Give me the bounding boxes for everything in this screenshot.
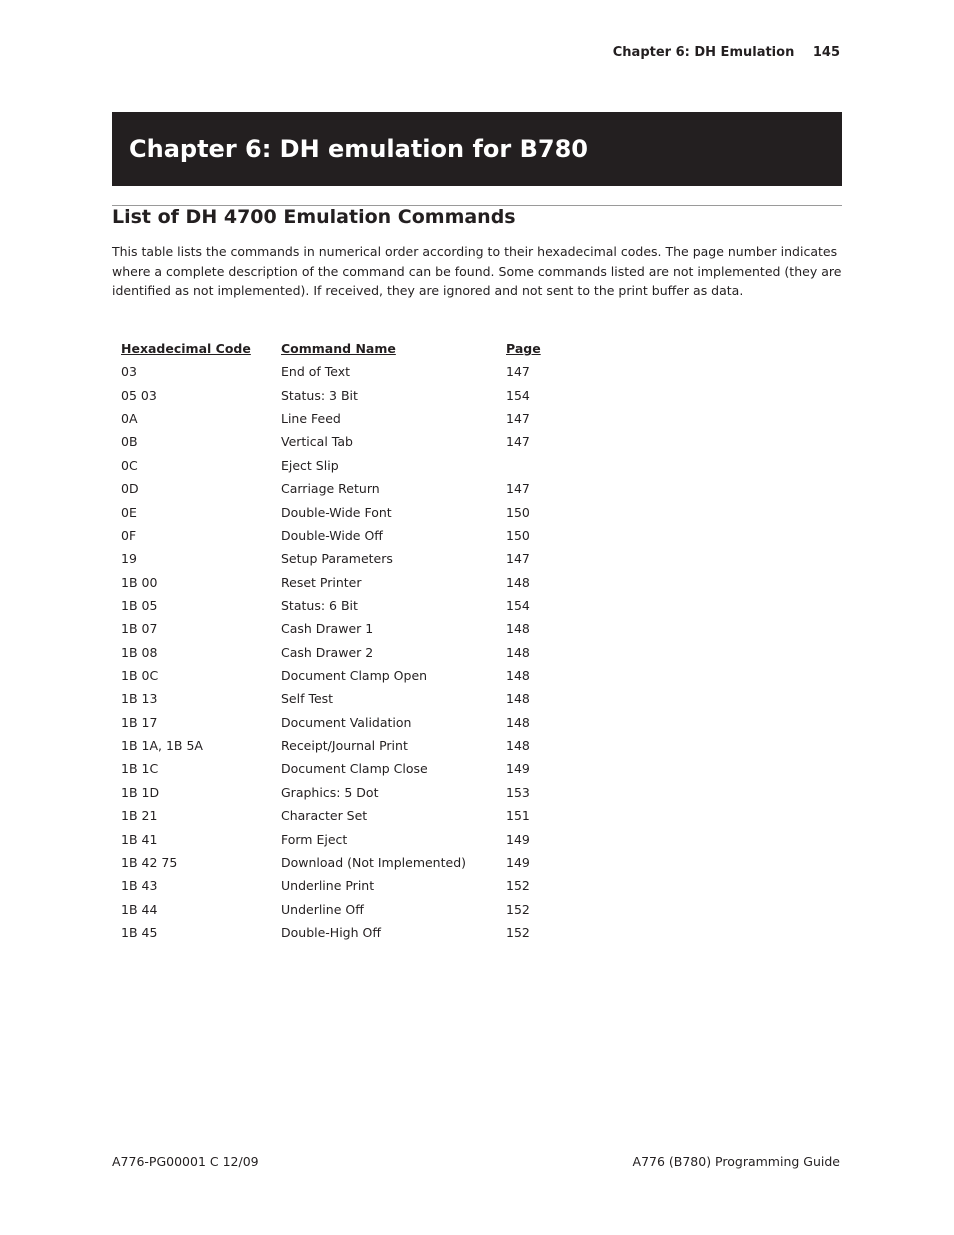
command-name-cell: Status: 6 Bit (281, 597, 358, 613)
page-cell: 152 (506, 878, 530, 894)
table-row (112, 571, 566, 594)
table-row (112, 594, 566, 617)
page-cell: 152 (506, 924, 530, 940)
page-cell: 148 (506, 714, 530, 730)
running-header (613, 45, 840, 60)
page-cell: 148 (506, 738, 530, 754)
table-row (112, 617, 566, 640)
table-row (112, 501, 566, 524)
hex-code-cell: 0E (121, 504, 137, 520)
page-cell: 149 (506, 761, 530, 777)
command-name-cell: Carriage Return (281, 481, 380, 497)
hex-code-cell: 0F (121, 527, 137, 543)
command-name-cell: Character Set (281, 808, 368, 824)
hex-code-cell: 1B 41 (121, 831, 158, 847)
hex-code-cell: 0B (121, 434, 138, 450)
table-row (112, 711, 566, 734)
command-name-cell: Reset Printer (281, 574, 362, 590)
command-name-cell: Double-Wide Off (281, 527, 383, 543)
hex-code-cell: 05 03 (121, 387, 157, 403)
table-row (112, 641, 566, 664)
hex-code-cell: 1B 1D (121, 784, 160, 800)
hex-code-cell: 1B 08 (121, 644, 158, 660)
page-cell: 153 (506, 784, 530, 800)
hex-code-cell: 1B 42 75 (121, 854, 178, 870)
hex-code-cell: 1B 43 (121, 878, 158, 894)
table-row (112, 430, 566, 453)
table-row (112, 360, 566, 383)
hex-code-cell: 1B 21 (121, 808, 158, 824)
hex-code-cell: 03 (121, 364, 137, 380)
table-row (112, 804, 566, 827)
hex-code-cell: 19 (121, 551, 137, 567)
table-row (112, 828, 566, 851)
page-number: 145 (812, 45, 840, 60)
command-name-cell: End of Text (281, 364, 351, 380)
command-name-cell: Form Eject (281, 831, 348, 847)
table-body (112, 360, 566, 944)
command-name-cell: Cash Drawer 2 (281, 644, 374, 660)
column-header-page: Page (506, 341, 541, 356)
hex-code-cell: 1B 17 (121, 714, 158, 730)
table-row (112, 781, 566, 804)
command-name-cell: Document Validation (281, 714, 412, 730)
command-name-cell: Graphics: 5 Dot (281, 784, 379, 800)
page-cell: 147 (506, 434, 530, 450)
table-row (112, 921, 566, 944)
table-row (112, 454, 566, 477)
table-header-row (112, 337, 566, 360)
command-name-cell: Vertical Tab (281, 434, 353, 450)
footer-guide-title: A776 (B780) Programming Guide (632, 1154, 840, 1169)
hex-code-cell: 1B 05 (121, 597, 158, 613)
command-name-cell: Document Clamp Open (281, 668, 428, 684)
chapter-banner (112, 112, 842, 186)
command-name-cell: Double-Wide Font (281, 504, 392, 520)
command-name-cell: Status: 3 Bit (281, 387, 358, 403)
hex-code-cell: 1B 45 (121, 924, 158, 940)
hex-code-cell: 0A (121, 411, 138, 427)
table-row (112, 407, 566, 430)
hex-code-cell: 1B 1A, 1B 5A (121, 738, 203, 754)
command-name-cell: Download (Not Implemented) (281, 854, 467, 870)
page-cell: 148 (506, 621, 530, 637)
page-cell: 150 (506, 527, 530, 543)
table-row (112, 477, 566, 500)
page-cell: 151 (506, 808, 530, 824)
table-row (112, 874, 566, 897)
table-row (112, 687, 566, 710)
page-cell: 148 (506, 691, 530, 707)
hex-code-cell: 1B 00 (121, 574, 158, 590)
table-row (112, 851, 566, 874)
table-row (112, 757, 566, 780)
command-name-cell: Eject Slip (281, 457, 339, 473)
section-title: List of DH 4700 Emulation Commands (112, 206, 516, 228)
table-row (112, 547, 566, 570)
hex-code-cell: 0C (121, 457, 138, 473)
command-name-cell: Underline Print (281, 878, 375, 894)
command-name-cell: Self Test (281, 691, 334, 707)
command-name-cell: Document Clamp Close (281, 761, 428, 777)
page-cell: 148 (506, 644, 530, 660)
page-cell: 150 (506, 504, 530, 520)
hex-code-cell: 1B 0C (121, 668, 159, 684)
intro-paragraph: This table lists the commands in numerical order according to their hexadecimal codes. The page number indicates where a complete description of the command can be found. Some commands listed are not implemented (they are identified as not implemented). If received, they are ignored and not sent to the print buffer as data. (112, 244, 842, 298)
page-cell: 148 (506, 574, 530, 590)
column-header-command-name: Command Name (281, 341, 396, 356)
command-table (112, 337, 566, 944)
running-title: Chapter 6: DH Emulation (612, 45, 795, 60)
page-cell (497, 454, 566, 477)
table-row (112, 524, 566, 547)
table-row (112, 734, 566, 757)
command-name-cell: Setup Parameters (281, 551, 393, 567)
command-name-cell: Receipt/Journal Print (281, 738, 408, 754)
command-name-cell: Cash Drawer 1 (281, 621, 374, 637)
footer-document-id: A776-PG00001 C 12/09 (112, 1154, 259, 1169)
page-cell: 147 (506, 411, 530, 427)
page-cell: 147 (506, 551, 530, 567)
table-row (112, 664, 566, 687)
hex-code-cell: 1B 13 (121, 691, 158, 707)
page-cell: 154 (506, 387, 530, 403)
page-cell: 152 (506, 901, 530, 917)
hex-code-cell: 1B 44 (121, 901, 158, 917)
command-name-cell: Double-High Off (281, 924, 381, 940)
command-name-cell: Underline Off (281, 901, 364, 917)
hex-code-cell: 1B 1C (121, 761, 159, 777)
page-cell: 154 (506, 597, 530, 613)
column-header-hex-code: Hexadecimal Code (121, 341, 251, 356)
page-cell: 148 (506, 668, 530, 684)
page-cell: 149 (506, 831, 530, 847)
page-cell: 147 (506, 481, 530, 497)
table-row (112, 898, 566, 921)
page-cell: 147 (506, 364, 530, 380)
hex-code-cell: 1B 07 (121, 621, 158, 637)
hex-code-cell: 0D (121, 481, 139, 497)
command-name-cell: Line Feed (281, 411, 341, 427)
page-cell: 149 (506, 854, 530, 870)
chapter-title: Chapter 6: DH emulation for B780 (129, 135, 588, 163)
table-row (112, 384, 566, 407)
